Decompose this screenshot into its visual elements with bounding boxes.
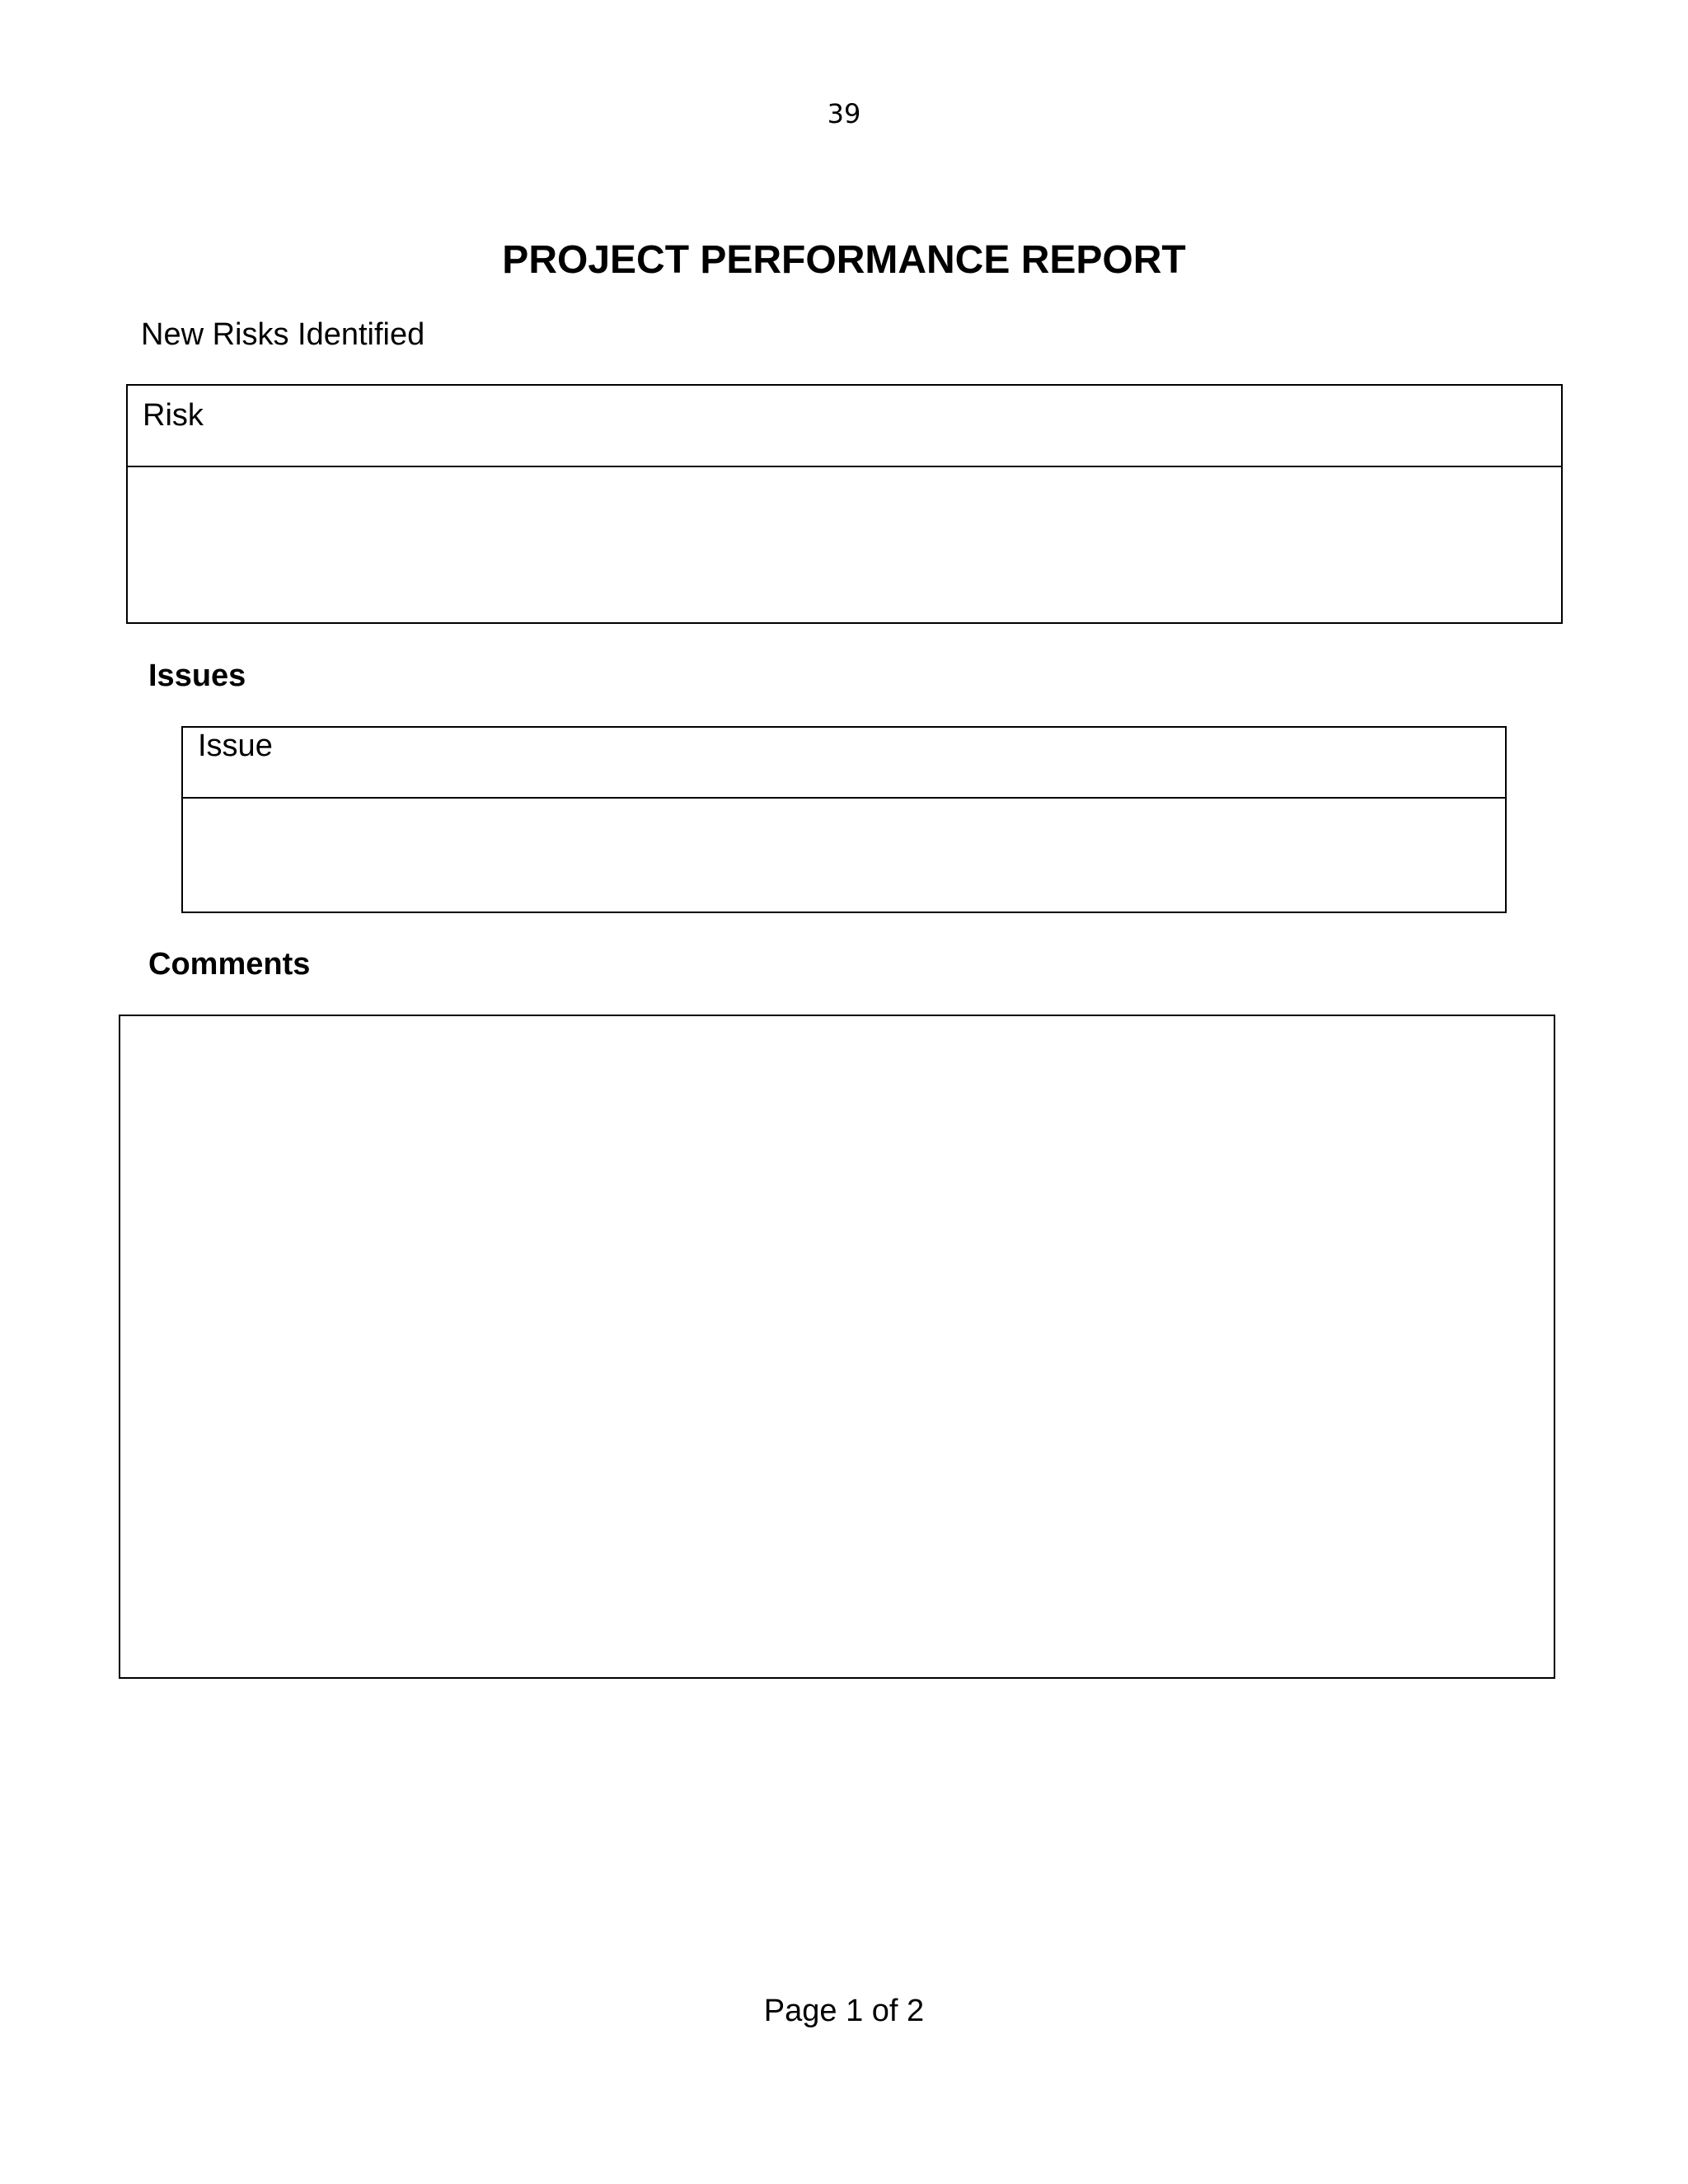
issue-column-header: Issue — [183, 728, 1505, 799]
risk-column-header: Risk — [128, 386, 1561, 467]
new-risks-heading: New Risks Identified — [141, 317, 425, 352]
comments-box[interactable] — [119, 1015, 1555, 1679]
risk-table — [126, 384, 1563, 624]
risk-entry-field[interactable] — [128, 467, 1561, 622]
issues-heading: Issues — [148, 658, 246, 693]
page-number: 39 — [827, 98, 861, 129]
issue-entry-field[interactable] — [183, 799, 1505, 912]
comments-heading: Comments — [148, 947, 311, 982]
issue-table — [181, 726, 1507, 913]
document-title: PROJECT PERFORMANCE REPORT — [502, 238, 1186, 282]
page-footer-indicator: Page 1 of 2 — [763, 1994, 925, 2028]
